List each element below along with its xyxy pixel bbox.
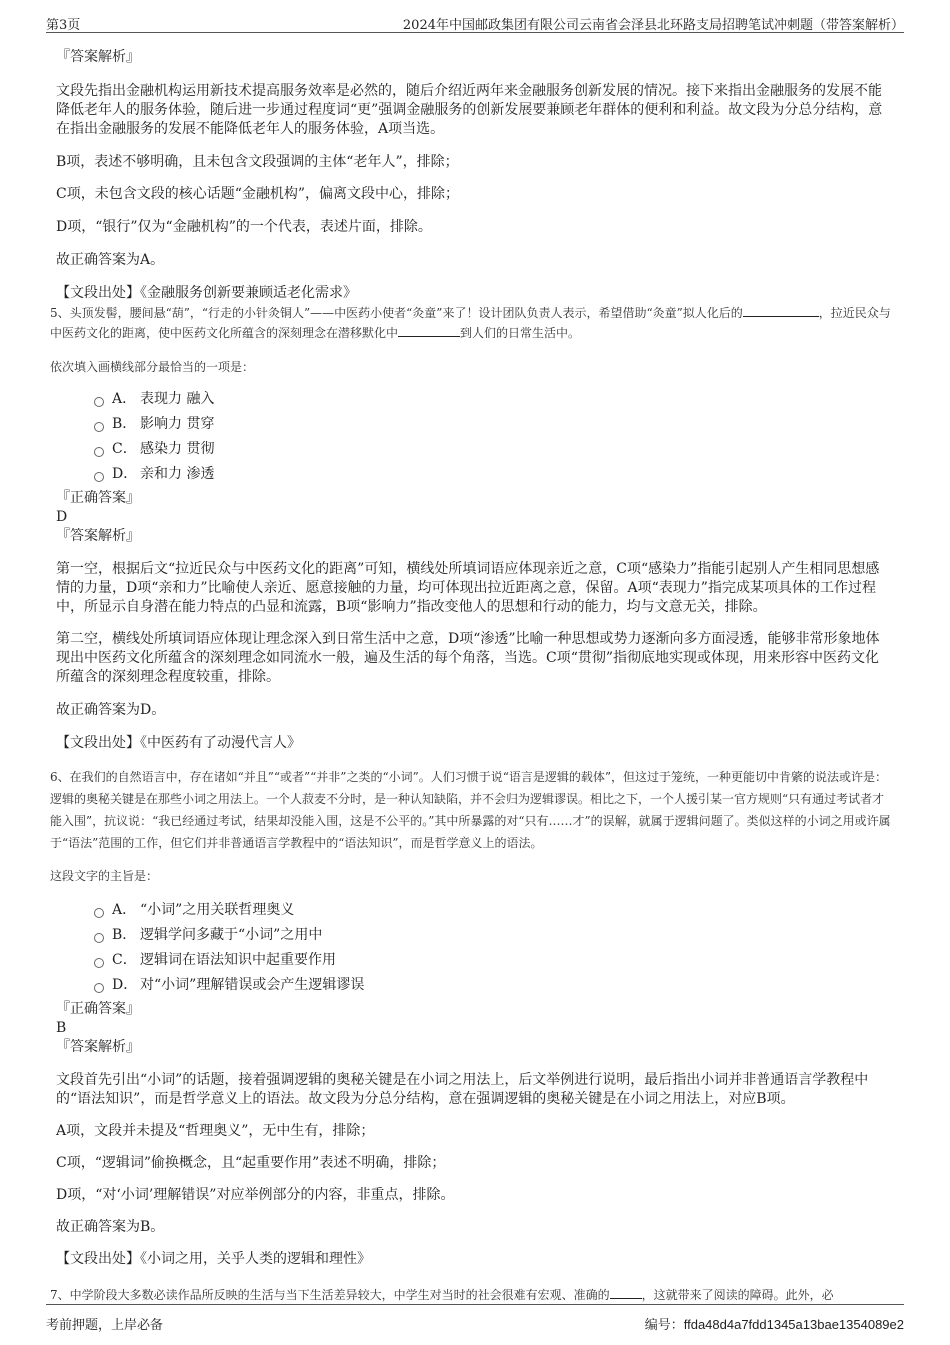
q6-prompt: 这段文字的主旨是：: [50, 869, 159, 883]
q5-blank-1: [743, 304, 819, 317]
serial-code: ffda48d4a7fdd1345a13bae1354089e2: [683, 1317, 904, 1332]
q7-stem-part-b: ，这就带来了阅读的障碍。此外，必: [641, 1288, 834, 1302]
q5-options: [56, 389, 892, 484]
q4-analysis-label: 『答案解析』: [56, 49, 140, 65]
q5-correct-answer: D: [56, 509, 68, 525]
q5-stem-part-b: ，拉近民众与中医药文化的距离，使中医药文化所蕴含的深刻理念在潜移默化中: [50, 306, 891, 340]
option-text: “小词”之用关联哲理奥义: [140, 902, 295, 918]
radio-icon[interactable]: [94, 397, 104, 407]
q5-stem-part-c: 到人们的日常生活中。: [460, 326, 581, 340]
q5-source: 【文段出处】《中医药有了动漫代言人》: [56, 735, 301, 751]
option-text: 影响力 贯穿: [140, 416, 215, 432]
radio-icon[interactable]: [94, 472, 104, 482]
q5-stem: [50, 303, 892, 343]
q4-analysis-p2: B项，表述不够明确，且未包含文段强调的主体“老年人”，排除；: [56, 154, 459, 170]
q6-analysis-p5: 故正确答案为B。: [56, 1219, 165, 1235]
q5-analysis-p2: 第二空，横线处所填词语应体现让理念深入到日常生活中之意，D项“渗透”比喻一种思想或势力逐渐向多方面浸透，能够非常形象地体现出中医药文化所蕴含的深刻理念如同流水一般，遍及生活的每个角落，当选。C项“贯彻”指彻底地实现或体现，用来形容中医药文化所蕴含的深刻理念程度较重，排除。: [56, 631, 880, 685]
q6-option-c[interactable]: [94, 950, 892, 970]
option-text: 表现力 融入: [140, 391, 215, 407]
q5-option-c[interactable]: [94, 439, 892, 459]
option-letter: C．: [112, 441, 137, 457]
document-title: 2024年中国邮政集团有限公司云南省会泽县北环路支局招聘笔试冲刺题（带答案解析）: [402, 18, 904, 33]
radio-icon[interactable]: [94, 447, 104, 457]
q5-analysis-p3: 故正确答案为D。: [56, 702, 166, 718]
q4-analysis-p3: C项，未包含文段的核心话题“金融机构”，偏离文段中心，排除；: [56, 186, 460, 202]
q5-prompt: 依次填入画横线部分最恰当的一项是：: [50, 360, 255, 374]
radio-icon[interactable]: [94, 983, 104, 993]
option-letter: D．: [112, 466, 138, 482]
radio-icon[interactable]: [94, 958, 104, 968]
page-footer: [46, 1304, 904, 1331]
radio-icon[interactable]: [94, 933, 104, 943]
page-header: [46, 12, 904, 33]
q4-analysis-p4: D项，“银行”仅为“金融机构”的一个代表，表述片面，排除。: [56, 219, 432, 235]
q4-analysis-p5: 故正确答案为A。: [56, 252, 165, 268]
q4-analysis-p1: 文段先指出金融机构运用新技术提高服务效率是必然的，随后介绍近两年来金融服务创新发展的情况。接下来指出金融服务的发展不能降低老年人的服务体验，随后进一步通过程度词“更”强调金融服务的创新发展要兼顾老年群体的便利和利益。故文段为分总分结构，意在指出金融服务的发展不能降低老年人的服务体验，A项当选。: [56, 83, 883, 137]
q6-analysis-p3: C项，“逻辑词”偷换概念，且“起重要作用”表述不明确，排除；: [56, 1155, 446, 1171]
q5-option-b[interactable]: [94, 414, 892, 434]
option-text: 逻辑词在语法知识中起重要作用: [140, 952, 336, 968]
option-text: 对“小词”理解错误或会产生逻辑谬误: [140, 977, 365, 993]
q4-source: 【文段出处】《金融服务创新要兼顾适老化需求》: [56, 285, 357, 301]
option-text: 亲和力 渗透: [140, 466, 215, 482]
q6-analysis-p1: 文段首先引出“小词”的话题，接着强调逻辑的奥秘关键是在小词之用法上，后文举例进行说明，最后指出小词并非普通语言学教程中的“语法知识”，而是哲学意义上的语法。故文段为分总分结构，意在强调逻辑的奥秘关键是在小词之用法上，对应B项。: [56, 1072, 869, 1107]
q7-stem-part-a: 7、中学阶段大多数必读作品所反映的生活与当下生活差异较大，中学生对当时的社会很难有宏观、准确的: [50, 1288, 610, 1302]
radio-icon[interactable]: [94, 422, 104, 432]
page-number: 第3页: [46, 18, 81, 33]
q5-blank-2: [398, 324, 460, 337]
q6-option-a[interactable]: [94, 900, 892, 920]
q6-stem: 6、在我们的自然语言中，存在诸如“并且”“或者”“并非”之类的“小词”。人们习惯于说“语言是逻辑的载体”，但这过于笼统，一种更能切中肯綮的说法或许是：逻辑的奥秘关键是在那些小词之用法上。一个人菽麦不分时，是一种认知缺陷，并不会归为逻辑谬误。相比之下，一个人援引某一官方规则“只有通过考试者才能入围”，抗议说：“我已经通过考试，结果却没能入围，这是不公平的。”其中所暴露的对“只有……才”的误解，就属于逻辑问题了。类似这样的小词之用或许属于“语法”范围的工作，但它们并非普通语言学教程中的“语法知识”，而是哲学意义上的语法。: [50, 770, 891, 850]
q6-option-b[interactable]: [94, 925, 892, 945]
option-text: 感染力 贯彻: [140, 441, 215, 457]
option-text: 逻辑学问多藏于“小词”之用中: [140, 927, 323, 943]
q6-analysis-p4: D项，“对‘小词’理解错误”对应举例部分的内容，非重点，排除。: [56, 1187, 455, 1203]
option-letter: D．: [112, 977, 138, 993]
q6-source: 【文段出处】《小词之用，关乎人类的逻辑和理性》: [56, 1251, 371, 1267]
q5-correct-label: 『正确答案』: [56, 490, 140, 506]
q6-analysis-p2: A项，文段并未提及“哲理奥义”，无中生有，排除；: [56, 1123, 375, 1139]
option-letter: A．: [112, 391, 137, 407]
option-letter: A．: [112, 902, 137, 918]
page-content: [50, 36, 892, 1305]
serial-label: 编号：: [644, 1318, 684, 1333]
q5-analysis-p1: 第一空，根据后文“拉近民众与中医药文化的距离”可知，横线处所填词语应体现亲近之意，C项“感染力”指能引起别人产生相同思想感情的力量，D项“亲和力”比喻使人亲近、愿意接触的力量，均可体现出拉近距离之意，保留。A项“表现力”指完成某项具体的工作过程中，所显示自身潜在能力特点的凸显和流露，B项“影响力”指改变他人的思想和行动的能力，均与文意无关，排除。: [56, 561, 880, 615]
q6-correct-answer: B: [56, 1020, 67, 1036]
option-letter: C．: [112, 952, 137, 968]
q7-stem: [50, 1285, 892, 1305]
radio-icon[interactable]: [94, 908, 104, 918]
option-letter: B．: [112, 416, 137, 432]
q6-option-d[interactable]: [94, 975, 892, 995]
q7-blank-1: [610, 1286, 642, 1299]
q5-option-d[interactable]: [94, 464, 892, 484]
q6-correct-label: 『正确答案』: [56, 1001, 140, 1017]
footer-serial: [645, 1314, 904, 1333]
option-letter: B．: [112, 927, 137, 943]
q5-analysis-label: 『答案解析』: [56, 528, 140, 544]
footer-slogan: 考前押题，上岸必备: [46, 1318, 164, 1333]
q6-options: [56, 900, 892, 995]
q6-analysis-label: 『答案解析』: [56, 1039, 140, 1055]
q5-option-a[interactable]: [94, 389, 892, 409]
q5-stem-part-a: 5、头顶发髻，腰间悬“葫”，“行走的小针灸铜人”——中医药小使者“灸童”来了！设计团队负责人表示，希望借助“灸童”拟人化后的: [50, 306, 743, 320]
